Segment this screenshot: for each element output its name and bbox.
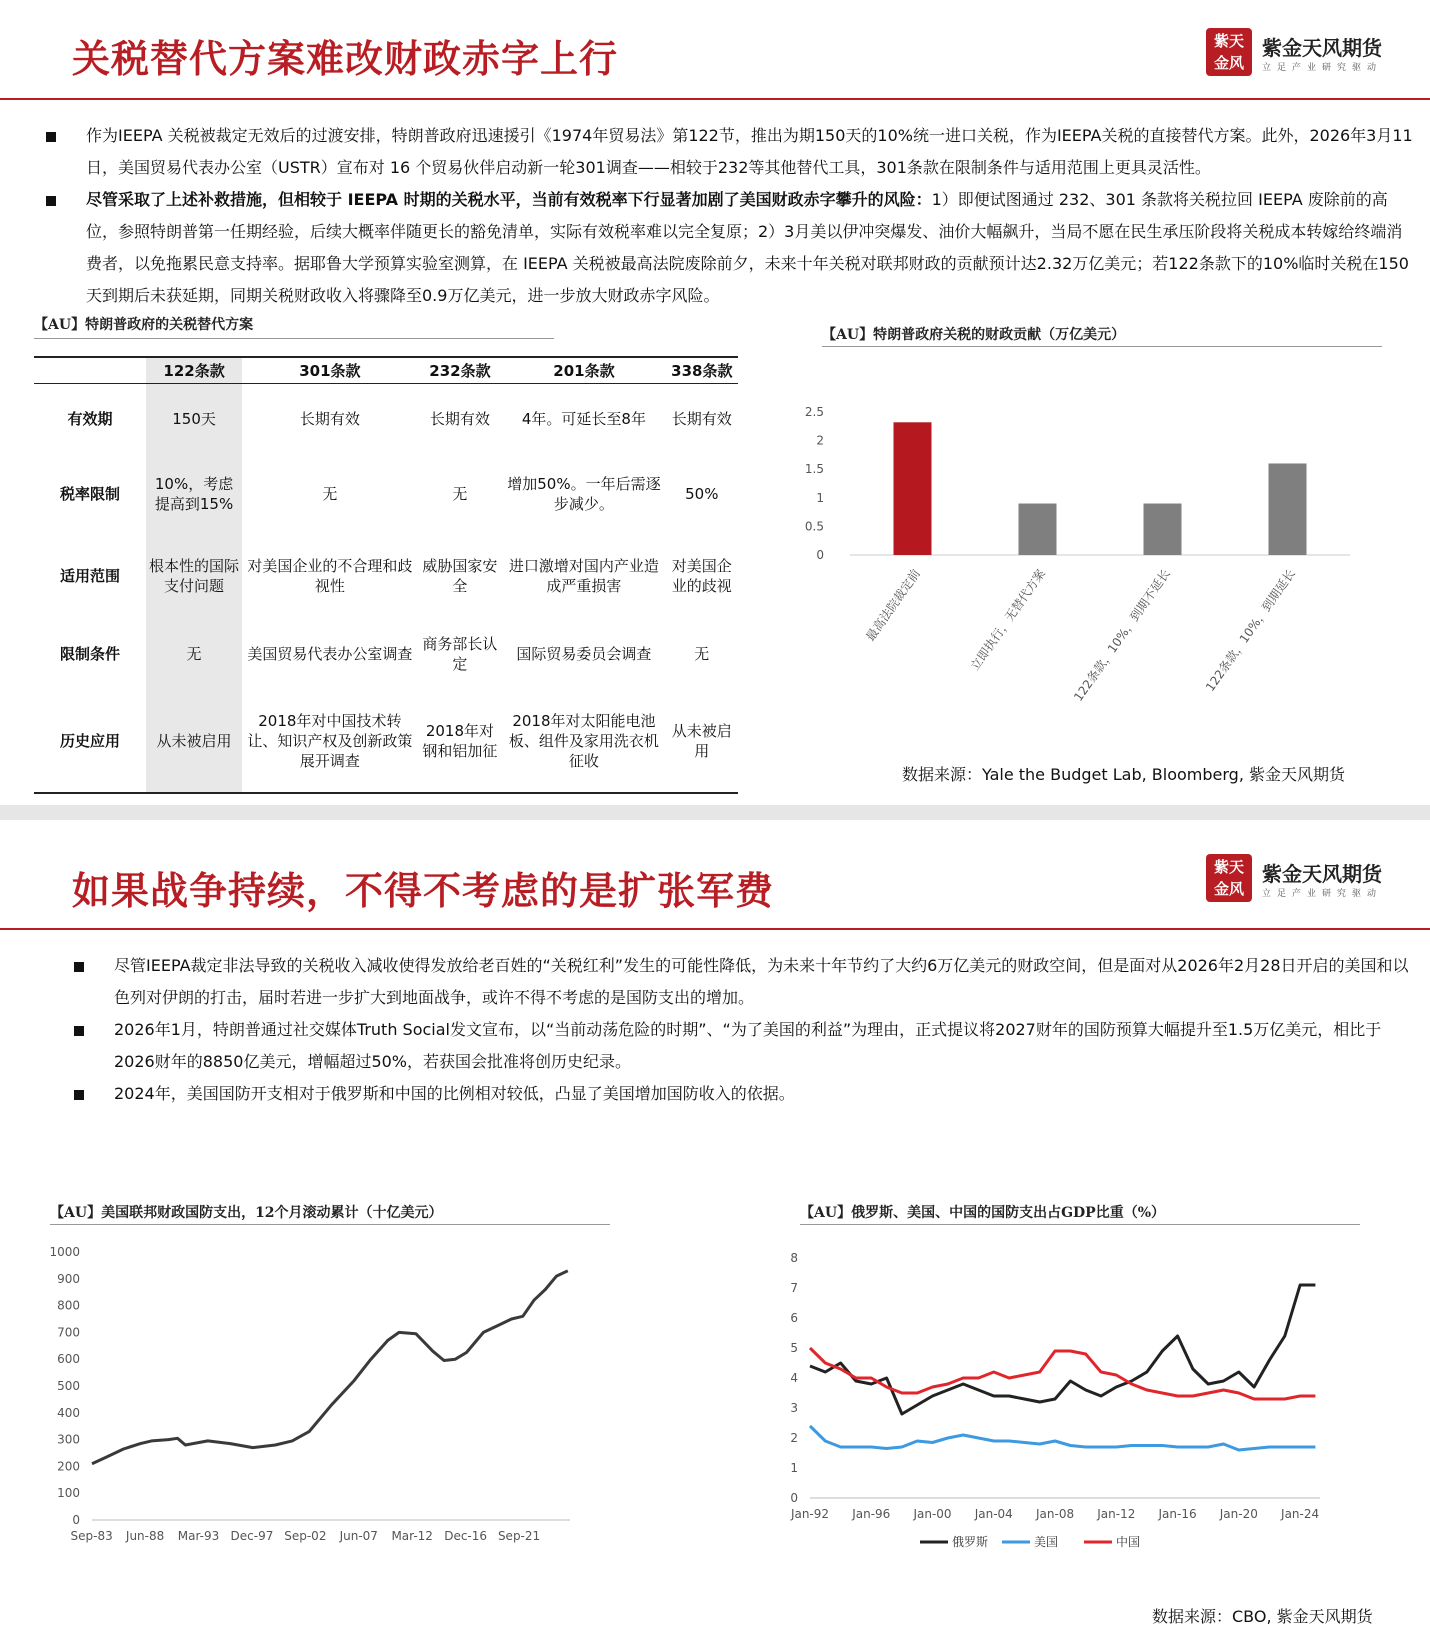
- bullet-item: [72, 950, 1412, 1014]
- y-tick-label: 0: [816, 548, 824, 562]
- logo-name: 紫金天风期货: [1262, 36, 1382, 60]
- table-cell: 对美国企业的不合理和歧视性: [247, 557, 413, 595]
- logo-seal: 紫天 金风: [1206, 854, 1252, 902]
- column-header: 122条款: [146, 357, 242, 383]
- x-tick-label: 122条款，10%，到期不延长: [1071, 566, 1173, 704]
- title-rule: [0, 928, 1430, 930]
- defense-gdp-share-chart: [790, 1240, 1330, 1580]
- y-tick-label: 0: [72, 1513, 80, 1527]
- x-tick-label: Jan-04: [974, 1507, 1013, 1521]
- table-cell: 增加50%。一年后需逐步减少。: [507, 475, 661, 513]
- x-tick-label: Jun-07: [339, 1529, 378, 1543]
- y-tick-label: 0: [790, 1491, 798, 1505]
- column-header: 232条款: [418, 357, 503, 383]
- slide-defense: [0, 820, 1430, 1634]
- x-tick-label: Jun-88: [125, 1529, 165, 1543]
- bar-chart-title: 【AU】特朗普政府关税的财政贡献（万亿美元）: [822, 327, 1126, 343]
- legend-label: 中国: [1116, 1535, 1141, 1549]
- table-cell: 美国贸易代表办公室调查: [247, 645, 413, 663]
- bullet-bold-text: 尽管采取了上述补救措施，但相较于 IEEPA 时期的关税水平，当前有效税率下行显著加剧了美国财政赤字攀升的风险：: [86, 190, 932, 209]
- logo-name: 紫金天风期货: [1262, 862, 1382, 886]
- bar-chart-title-rule: [822, 346, 1382, 347]
- x-tick-label: Jan-92: [790, 1507, 830, 1521]
- y-tick-label: 4: [790, 1371, 798, 1385]
- table-title: 【AU】特朗普政府的关税替代方案: [34, 317, 254, 333]
- y-tick-label: 1000: [49, 1245, 80, 1259]
- bullet-text: 1）即便试图通过 232、301 条款将关税拉回 IEEPA 废除前的高位，参照特朗普第一任期经验，后续大概率伴随更长的豁免清单，实际有效税率难以完全复原；2）3月美以伊冲突爆发、油价大幅飙升，当局不愿在民生承压阶段将关税成本转嫁给终端消费者，以免拖累民意支持率。据耶鲁大学预算实验室测算，在 IEEPA 关税被最高法院废除前夕，未来十年关税对联邦财政的贡献预计达2.32万亿美元；若122条款下的10%临时关税在150天到期后未获延期，同期关税财政收入将骤降至0.9万亿美元，进一步放大财政赤字风险。: [86, 190, 1409, 305]
- defense-spending-line: [92, 1271, 568, 1464]
- series-line: [810, 1426, 1315, 1450]
- x-tick-label: Jan-12: [1097, 1507, 1136, 1521]
- bullet-item: [72, 1014, 1412, 1078]
- y-tick-label: 1.5: [804, 462, 824, 477]
- x-tick-label: Dec-97: [230, 1529, 274, 1543]
- x-tick-label: 最高法院裁定前: [863, 566, 923, 644]
- y-tick-label: 0.5: [804, 519, 824, 534]
- table-cell: 商务部长认定: [422, 635, 498, 673]
- column-header: 338条款: [666, 357, 738, 383]
- table-cell: 无: [452, 485, 468, 503]
- table-cell: 50%: [685, 485, 719, 503]
- table-cell: 4年。可延长至8年: [521, 410, 646, 429]
- bar: [894, 422, 932, 555]
- bullet-marker: [46, 196, 56, 206]
- row-header: 历史应用: [34, 689, 146, 793]
- y-tick-label: 2: [816, 433, 824, 448]
- table-cell: 长期有效: [299, 410, 360, 429]
- slide-tariff: [0, 0, 1430, 805]
- x-tick-label: Jan-16: [1158, 1507, 1197, 1521]
- tariff-contribution-bar-chart: [804, 390, 1390, 704]
- bullet-text: 尽管IEEPA裁定非法导致的关税收入减收使得发放给老百姓的“关税红利”发生的可能性降低，为未来十年节约了大约6万亿美元的财政空间，但是面对从2026年2月28日开启的美国和以色列对伊朗的打击，届时若进一步扩大到地面战争，或许不得不考虑的是国防支出的增加。: [114, 956, 1409, 1007]
- y-tick-label: 7: [790, 1281, 798, 1295]
- page-title: 关税替代方案难改财政赤字上行: [72, 36, 619, 81]
- bullet-text: 2026年1月，特朗普通过社交媒体Truth Social发文宣布，以“当前动荡危险的时期”、“为了美国的利益”为理由，正式提议将2027财年的国防预算大幅提升至1.5万亿美元，相比于2026财年的8850亿美元，增幅超过50%，若获国会批准将创历史纪录。: [114, 1020, 1382, 1071]
- bullet-marker: [74, 962, 84, 972]
- bullet-item: [72, 1078, 1412, 1110]
- x-tick-label: Sep-83: [70, 1529, 113, 1543]
- y-tick-label: 700: [57, 1325, 80, 1340]
- y-tick-label: 900: [57, 1271, 80, 1286]
- y-tick-label: 8: [790, 1251, 798, 1265]
- column-header: 201条款: [502, 357, 665, 383]
- y-tick-label: 2: [790, 1431, 798, 1445]
- x-tick-label: Mar-12: [391, 1529, 433, 1543]
- table-cell: 10%，考虑提高到15%: [146, 455, 242, 533]
- column-header: 301条款: [242, 357, 418, 383]
- company-logo: [1206, 28, 1396, 80]
- row-header: 限制条件: [59, 645, 120, 663]
- table-row: [34, 455, 738, 533]
- table-row: [34, 383, 738, 455]
- x-tick-label: Dec-16: [444, 1529, 488, 1543]
- bar: [1269, 463, 1307, 555]
- table-cell: 从未被启用: [146, 689, 242, 793]
- logo-tagline: 立足产业研究驱动: [1262, 889, 1383, 899]
- table-row: [34, 689, 738, 793]
- table-corner: [34, 357, 146, 383]
- tariff-alternatives-table: [34, 356, 738, 794]
- x-tick-label: Jan-96: [852, 1507, 891, 1521]
- table-cell: 长期有效: [429, 410, 490, 429]
- row-header: 税率限制: [59, 485, 120, 503]
- x-tick-label: Jan-00: [913, 1507, 952, 1521]
- row-header: 有效期: [67, 410, 113, 429]
- line-chart-title-rule: [50, 1224, 610, 1225]
- y-tick-label: 400: [57, 1405, 80, 1420]
- table-cell: 无: [146, 619, 242, 689]
- bullet-list: [44, 120, 1414, 312]
- table-cell: 进口激增对国内产业造成严重损害: [508, 557, 659, 595]
- y-tick-label: 500: [57, 1379, 80, 1393]
- logo-tagline: 立足产业研究驱动: [1262, 63, 1383, 73]
- x-tick-label: Sep-21: [497, 1529, 541, 1543]
- bullet-marker: [74, 1090, 84, 1100]
- page-title: 如果战争持续，不得不考虑的是扩张军费: [72, 868, 775, 913]
- y-tick-label: 200: [57, 1459, 80, 1474]
- y-tick-label: 1: [816, 490, 824, 505]
- data-source: 数据来源：Yale the Budget Lab, Bloomberg, 紫金天风期货: [902, 765, 1345, 784]
- table-row: [34, 619, 738, 689]
- x-tick-label: Sep-02: [284, 1529, 327, 1543]
- table-cell: 长期有效: [671, 410, 732, 429]
- line-chart-title: 【AU】美国联邦财政国防支出，12个月滚动累计（十亿美元）: [50, 1205, 443, 1221]
- x-tick-label: Jan-20: [1219, 1507, 1258, 1521]
- table-cell: 无: [694, 645, 710, 663]
- logo-seal: 紫天 金风: [1206, 28, 1252, 76]
- bullet-item: [44, 184, 1414, 312]
- x-tick-label: Jan-24: [1281, 1507, 1320, 1521]
- x-tick-label: 122条款，10%，到期延长: [1202, 566, 1298, 694]
- gdp-chart-title-rule: [800, 1224, 1360, 1225]
- data-source: 数据来源：CBO, 紫金天风期货: [1152, 1607, 1373, 1626]
- y-tick-label: 1: [790, 1461, 798, 1475]
- y-tick-label: 5: [790, 1341, 798, 1355]
- table-cell: 无: [322, 485, 338, 503]
- table-row: [34, 533, 738, 619]
- bar: [1144, 504, 1182, 555]
- y-tick-label: 100: [57, 1486, 80, 1501]
- bullet-list: [72, 950, 1412, 1110]
- y-tick-label: 6: [790, 1311, 798, 1325]
- slide-separator: [0, 805, 1430, 820]
- defense-spending-line-chart: [40, 1230, 600, 1560]
- table-header-row: [34, 357, 738, 383]
- y-tick-label: 300: [57, 1432, 80, 1447]
- bullet-marker: [46, 132, 56, 142]
- table-cell: 国际贸易委员会调查: [516, 645, 652, 663]
- legend-label: 美国: [1034, 1535, 1059, 1549]
- table-cell: 威胁国家安全: [422, 557, 498, 595]
- x-tick-label: Mar-93: [177, 1529, 220, 1543]
- y-tick-label: 600: [57, 1352, 80, 1367]
- x-tick-label: 立即执行，无替代方案: [967, 566, 1048, 674]
- table-cell: 150天: [146, 383, 242, 455]
- table-title-rule: [34, 338, 554, 339]
- table-cell: 从未被启用: [666, 689, 738, 793]
- table-cell: 对美国企业的歧视: [671, 557, 732, 595]
- y-tick-label: 2.5: [804, 405, 824, 419]
- x-tick-label: Jan-08: [1035, 1507, 1075, 1521]
- gdp-chart-title: 【AU】俄罗斯、美国、中国的国防支出占GDP比重（%）: [800, 1205, 1165, 1221]
- table-cell: 2018年对钢和铝加征: [418, 689, 503, 793]
- bullet-text: 2024年，美国国防开支相对于俄罗斯和中国的比例相对较低，凸显了美国增加国防收入的依据。: [114, 1084, 795, 1103]
- title-rule: [0, 98, 1430, 100]
- bullet-marker: [74, 1026, 84, 1036]
- y-tick-label: 3: [790, 1401, 798, 1415]
- table-cell: 2018年对太阳能电池板、组件及家用洗衣机征收: [502, 689, 665, 793]
- table-cell: 根本性的国际支付问题: [146, 533, 242, 619]
- y-tick-label: 800: [57, 1298, 80, 1313]
- company-logo: [1206, 854, 1396, 906]
- row-header: 适用范围: [59, 567, 120, 585]
- bullet-text: 作为IEEPA 关税被裁定无效后的过渡安排，特朗普政府迅速援引《1974年贸易法》第122节，推出为期150天的10%统一进口关税，作为IEEPA关税的直接替代方案。此外，2026年3月11日，美国贸易代表办公室（USTR）宣布对 16 个贸易伙伴启动新一轮301调查——相较于232等其他替代工具，301条款在限制条件与适用范围上更具灵活性。: [86, 126, 1413, 177]
- bar: [1019, 504, 1057, 555]
- legend-label: 俄罗斯: [952, 1535, 989, 1549]
- bullet-item: [44, 120, 1414, 184]
- table-cell: 2018年对中国技术转让、知识产权及创新政策展开调查: [242, 689, 418, 793]
